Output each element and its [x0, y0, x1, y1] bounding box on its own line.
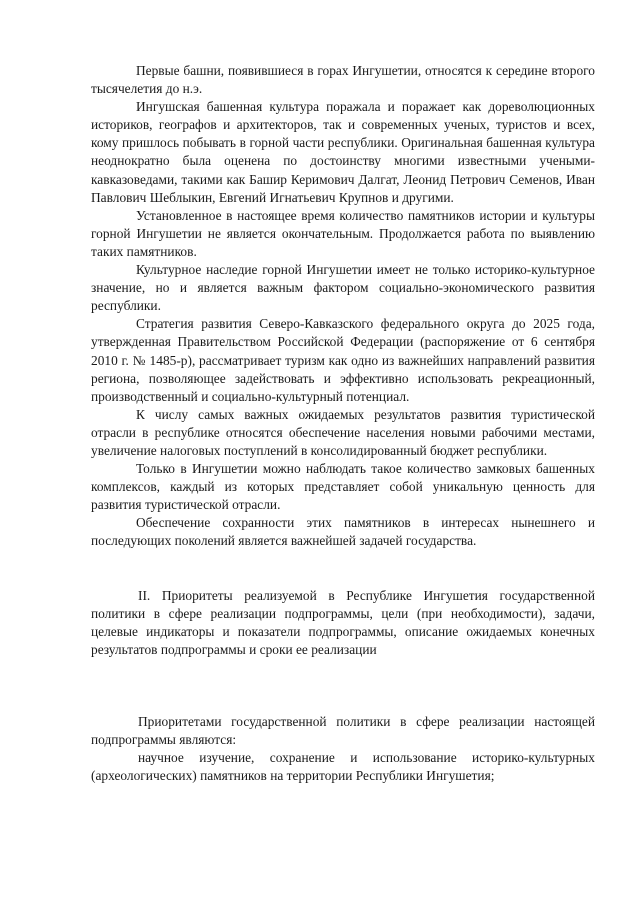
section-heading: II. Приоритеты реализуемой в Республике Ингушетия государственной политики в сфере реализации подпрограммы, цели (при необходимости), задачи, целевые индикаторы и показатели подпрограммы, описание ожидаемых конечных результатов подпрограммы и сроки ее реализации [91, 587, 595, 657]
document-body [91, 62, 595, 785]
priorities-spacer [91, 659, 595, 713]
priority-item: научное изучение, сохранение и использование историко-культурных (археологических) памятников на территории Республики Ингушетия; [91, 750, 595, 784]
paragraph-first-towers: Первые башни, появившиеся в горах Ингушетии, относятся к середине второго тысячелетия до н.э. [91, 63, 595, 97]
paragraph-development-strategy: Стратегия развития Северо-Кавказского федерального округа до 2025 года, утвержденная Правительством Российской Федерации (распоряжение от 6 сентября 2010 г. № 1485-р), рассматривает туризм как одно из важнейших направлений развития региона, позволяющее задействовать и эффективно использовать рекреационный, производственный и социально-культурный потенциал. [91, 316, 595, 404]
paragraph-monuments-count: Установленное в настоящее время количество памятников истории и культуры горной Ингушетии не является окончательным. Продолжается работа по выявлению таких памятников. [91, 207, 595, 259]
paragraph-castle-complexes: Только в Ингушетии можно наблюдать такое количество замковых башенных комплексов, каждый из которых представляет собой уникальную ценность для развития туристической отрасли. [91, 461, 595, 513]
paragraph-expected-results: К числу самых важных ожидаемых результатов развития туристической отрасли в республике относятся обеспечение населения новыми рабочими местами, увеличение налоговых поступлений в консолидированный бюджет республики. [91, 406, 595, 458]
section-spacer [91, 551, 595, 587]
paragraph-cultural-heritage: Культурное наследие горной Ингушетии имеет не только историко-культурное значение, но и является важным фактором социально-экономического развития республики. [91, 262, 595, 314]
paragraph-preservation: Обеспечение сохранности этих памятников в интересах нынешнего и последующих поколений является важнейшей задачей государства. [91, 515, 595, 549]
priorities-intro: Приоритетами государственной политики в сфере реализации настоящей подпрограммы являются: [91, 713, 595, 747]
paragraph-tower-culture: Ингушская башенная культура поражала и поражает как дореволюционных историков, географов и архитекторов, так и современных ученых, туристов и всех, кому пришлось побывать в горной части республики. Оригинальная башенная культура неоднократно была оценена по достоинству многими известными учеными-кавказоведами, такими как Башир Керимович Далгат, Леонид Петрович Семенов, Иван Павлович Шеблыкин, Евгений Игнатьевич Крупнов и другими. [91, 99, 595, 205]
